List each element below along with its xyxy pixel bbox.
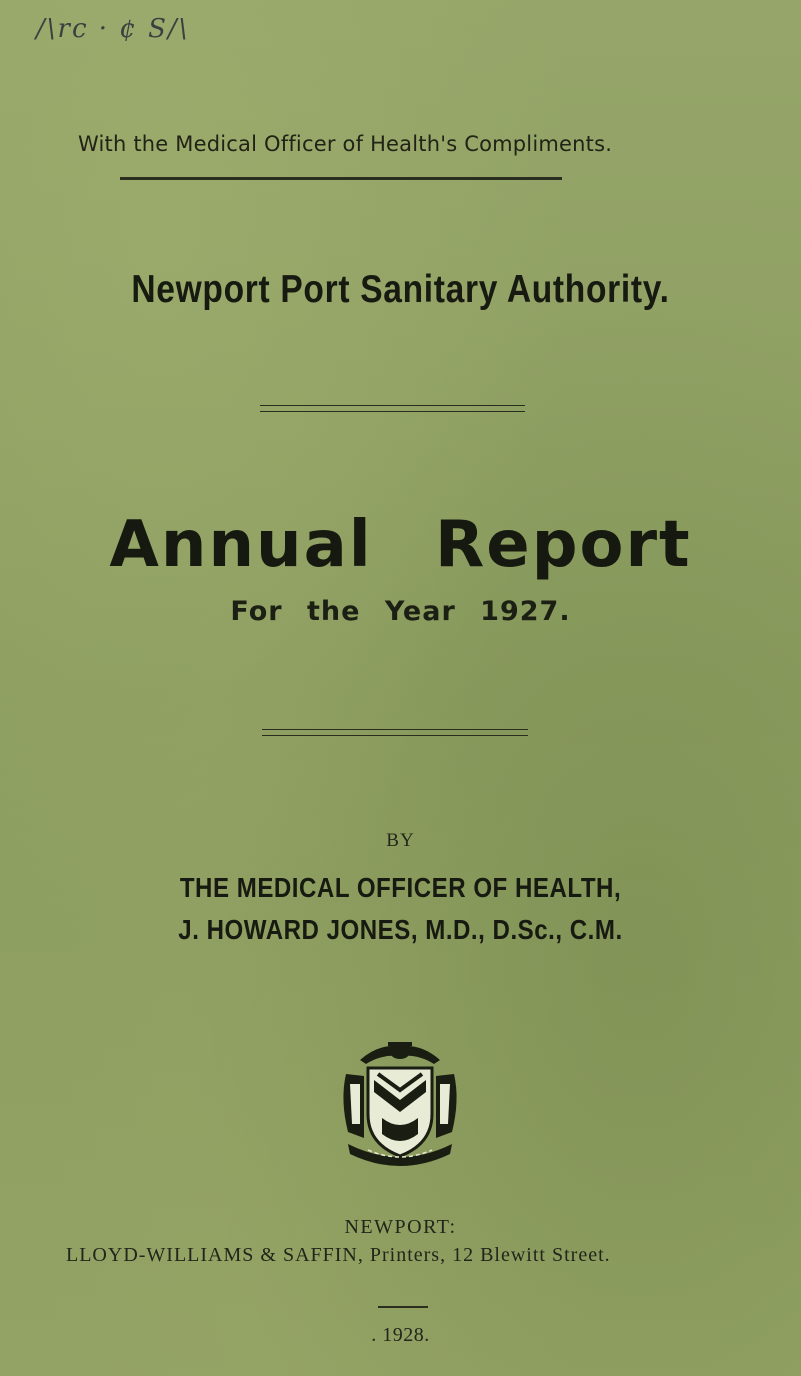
officer-name: J. HOWARD JONES, M.D., D.Sc., C.M. (178, 914, 623, 945)
newport-coat-of-arms-icon (338, 1040, 462, 1166)
imprint-town: NEWPORT: (344, 1216, 457, 1238)
handwritten-note: /\rc · ¢ S/\ (36, 14, 190, 44)
report-title: Annual Report (109, 508, 692, 582)
imprint-rule (378, 1306, 428, 1308)
compliments-underline (120, 177, 562, 180)
printer-imprint: LLOYD-WILLIAMS & SAFFIN, Printers, 12 Blewitt Street. (66, 1244, 611, 1266)
by-label: BY (386, 830, 415, 851)
double-rule-top (260, 405, 525, 412)
report-year-line: For the Year 1927. (230, 596, 571, 627)
year-printed: . 1928. (371, 1324, 430, 1346)
officer-title: THE MEDICAL OFFICER OF HEALTH, (179, 872, 622, 903)
authority-title: Newport Port Sanitary Authority. (131, 268, 670, 311)
compliments-line: With the Medical Officer of Health's Compliments. (78, 132, 613, 156)
double-rule-bottom (262, 729, 528, 736)
